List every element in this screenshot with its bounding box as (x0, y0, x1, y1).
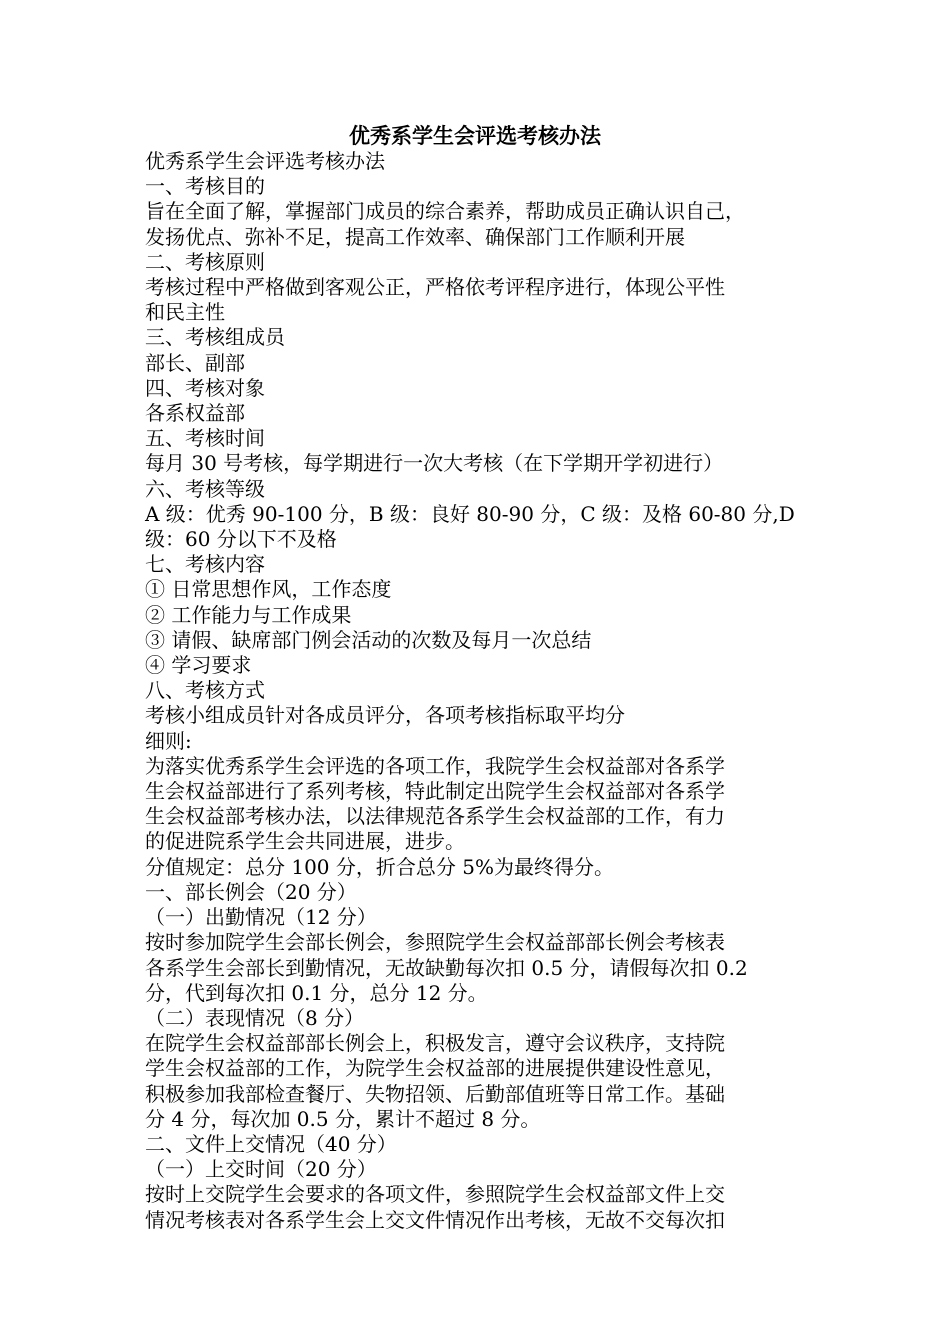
document-title: 优秀系学生会评选考核办法 (349, 123, 601, 148)
document-line: 一、部长例会（20 分） (145, 879, 357, 904)
document-line: 发扬优点、弥补不足，提高工作效率、确保部门工作顺利开展 (145, 224, 685, 249)
document-line: 七、考核内容 (145, 552, 265, 577)
document-line: 考核过程中严格做到客观公正，严格依考评程序进行，体现公平性 (145, 275, 725, 300)
document-line: 学生会权益部的工作，为院学生会权益部的进展提供建设性意见， (145, 1056, 725, 1081)
document-body (145, 149, 811, 1233)
document-line: 按时上交院学生会要求的各项文件，参照院学生会权益部文件上交 (145, 1182, 725, 1207)
document-line: 细则: (145, 728, 192, 753)
document-line: 积极参加我部检查餐厅、失物招领、后勤部值班等日常工作。基础 (145, 1081, 725, 1106)
document-line: 六、考核等级 (145, 476, 265, 501)
document-line: 的促进院系学生会共同进展，进步。 (145, 829, 465, 854)
document-line: 在院学生会权益部部长例会上，积极发言，遵守会议秩序，支持院 (145, 1031, 725, 1056)
document-line: （一）出勤情况（12 分） (145, 905, 377, 930)
document-line: 和民主性 (145, 300, 225, 325)
document-line: 为落实优秀系学生会评选的各项工作，我院学生会权益部对各系学 (145, 753, 725, 778)
document-line: 四、考核对象 (145, 375, 265, 400)
document-line: A 级：优秀 90-100 分，B 级：良好 80-90 分，C 级：及格 60-80 分,D (145, 501, 795, 526)
document-line: 按时参加院学生会部长例会，参照院学生会权益部部长例会考核表 (145, 930, 725, 955)
document-line: 优秀系学生会评选考核办法 (145, 149, 385, 173)
document-line: （一）上交时间（20 分） (145, 1157, 377, 1182)
document-line: 五、考核时间 (145, 426, 265, 451)
document-line: 二、文件上交情况（40 分） (145, 1131, 397, 1156)
document-line: 各系学生会部长到勤情况，无故缺勤每次扣 0.5 分，请假每次扣 0.2 (145, 955, 748, 980)
document-line: 情况考核表对各系学生会上交文件情况作出考核，无故不交每次扣 (145, 1207, 725, 1232)
document-line: 每月 30 号考核，每学期进行一次大考核（在下学期开学初进行） (145, 451, 724, 476)
document-line: （二）表现情况（8 分） (145, 1005, 365, 1030)
document-line: 级：60 分以下不及格 (145, 527, 337, 552)
document-line: 旨在全面了解，掌握部门成员的综合素养，帮助成员正确认识自己， (145, 199, 745, 224)
document-line: ③ 请假、缺席部门例会活动的次数及每月一次总结 (145, 627, 592, 652)
document-line: 八、考核方式 (145, 678, 265, 703)
document-line: 生会权益部进行了系列考核，特此制定出院学生会权益部对各系学 (145, 779, 725, 804)
document-line: 分值规定：总分 100 分，折合总分 5%为最终得分。 (145, 854, 614, 879)
document-line: 生会权益部考核办法，以法律规范各系学生会权益部的工作，有力 (145, 804, 725, 829)
document-line: ① 日常思想作风，工作态度 (145, 577, 392, 602)
document-line: 二、考核原则 (145, 249, 265, 274)
document-line: 各系权益部 (145, 401, 245, 426)
document-line: 三、考核组成员 (145, 325, 285, 350)
document-line: ④ 学习要求 (145, 653, 252, 678)
document-line: 考核小组成员针对各成员评分，各项考核指标取平均分 (145, 703, 625, 728)
document-line: 分，代到每次扣 0.1 分，总分 12 分。 (145, 980, 488, 1005)
document-line: 部长、副部 (145, 350, 245, 375)
document-line: 分 4 分，每次加 0.5 分，累计不超过 8 分。 (145, 1106, 541, 1131)
document-line: ② 工作能力与工作成果 (145, 602, 352, 627)
document-line: 一、考核目的 (145, 174, 265, 199)
